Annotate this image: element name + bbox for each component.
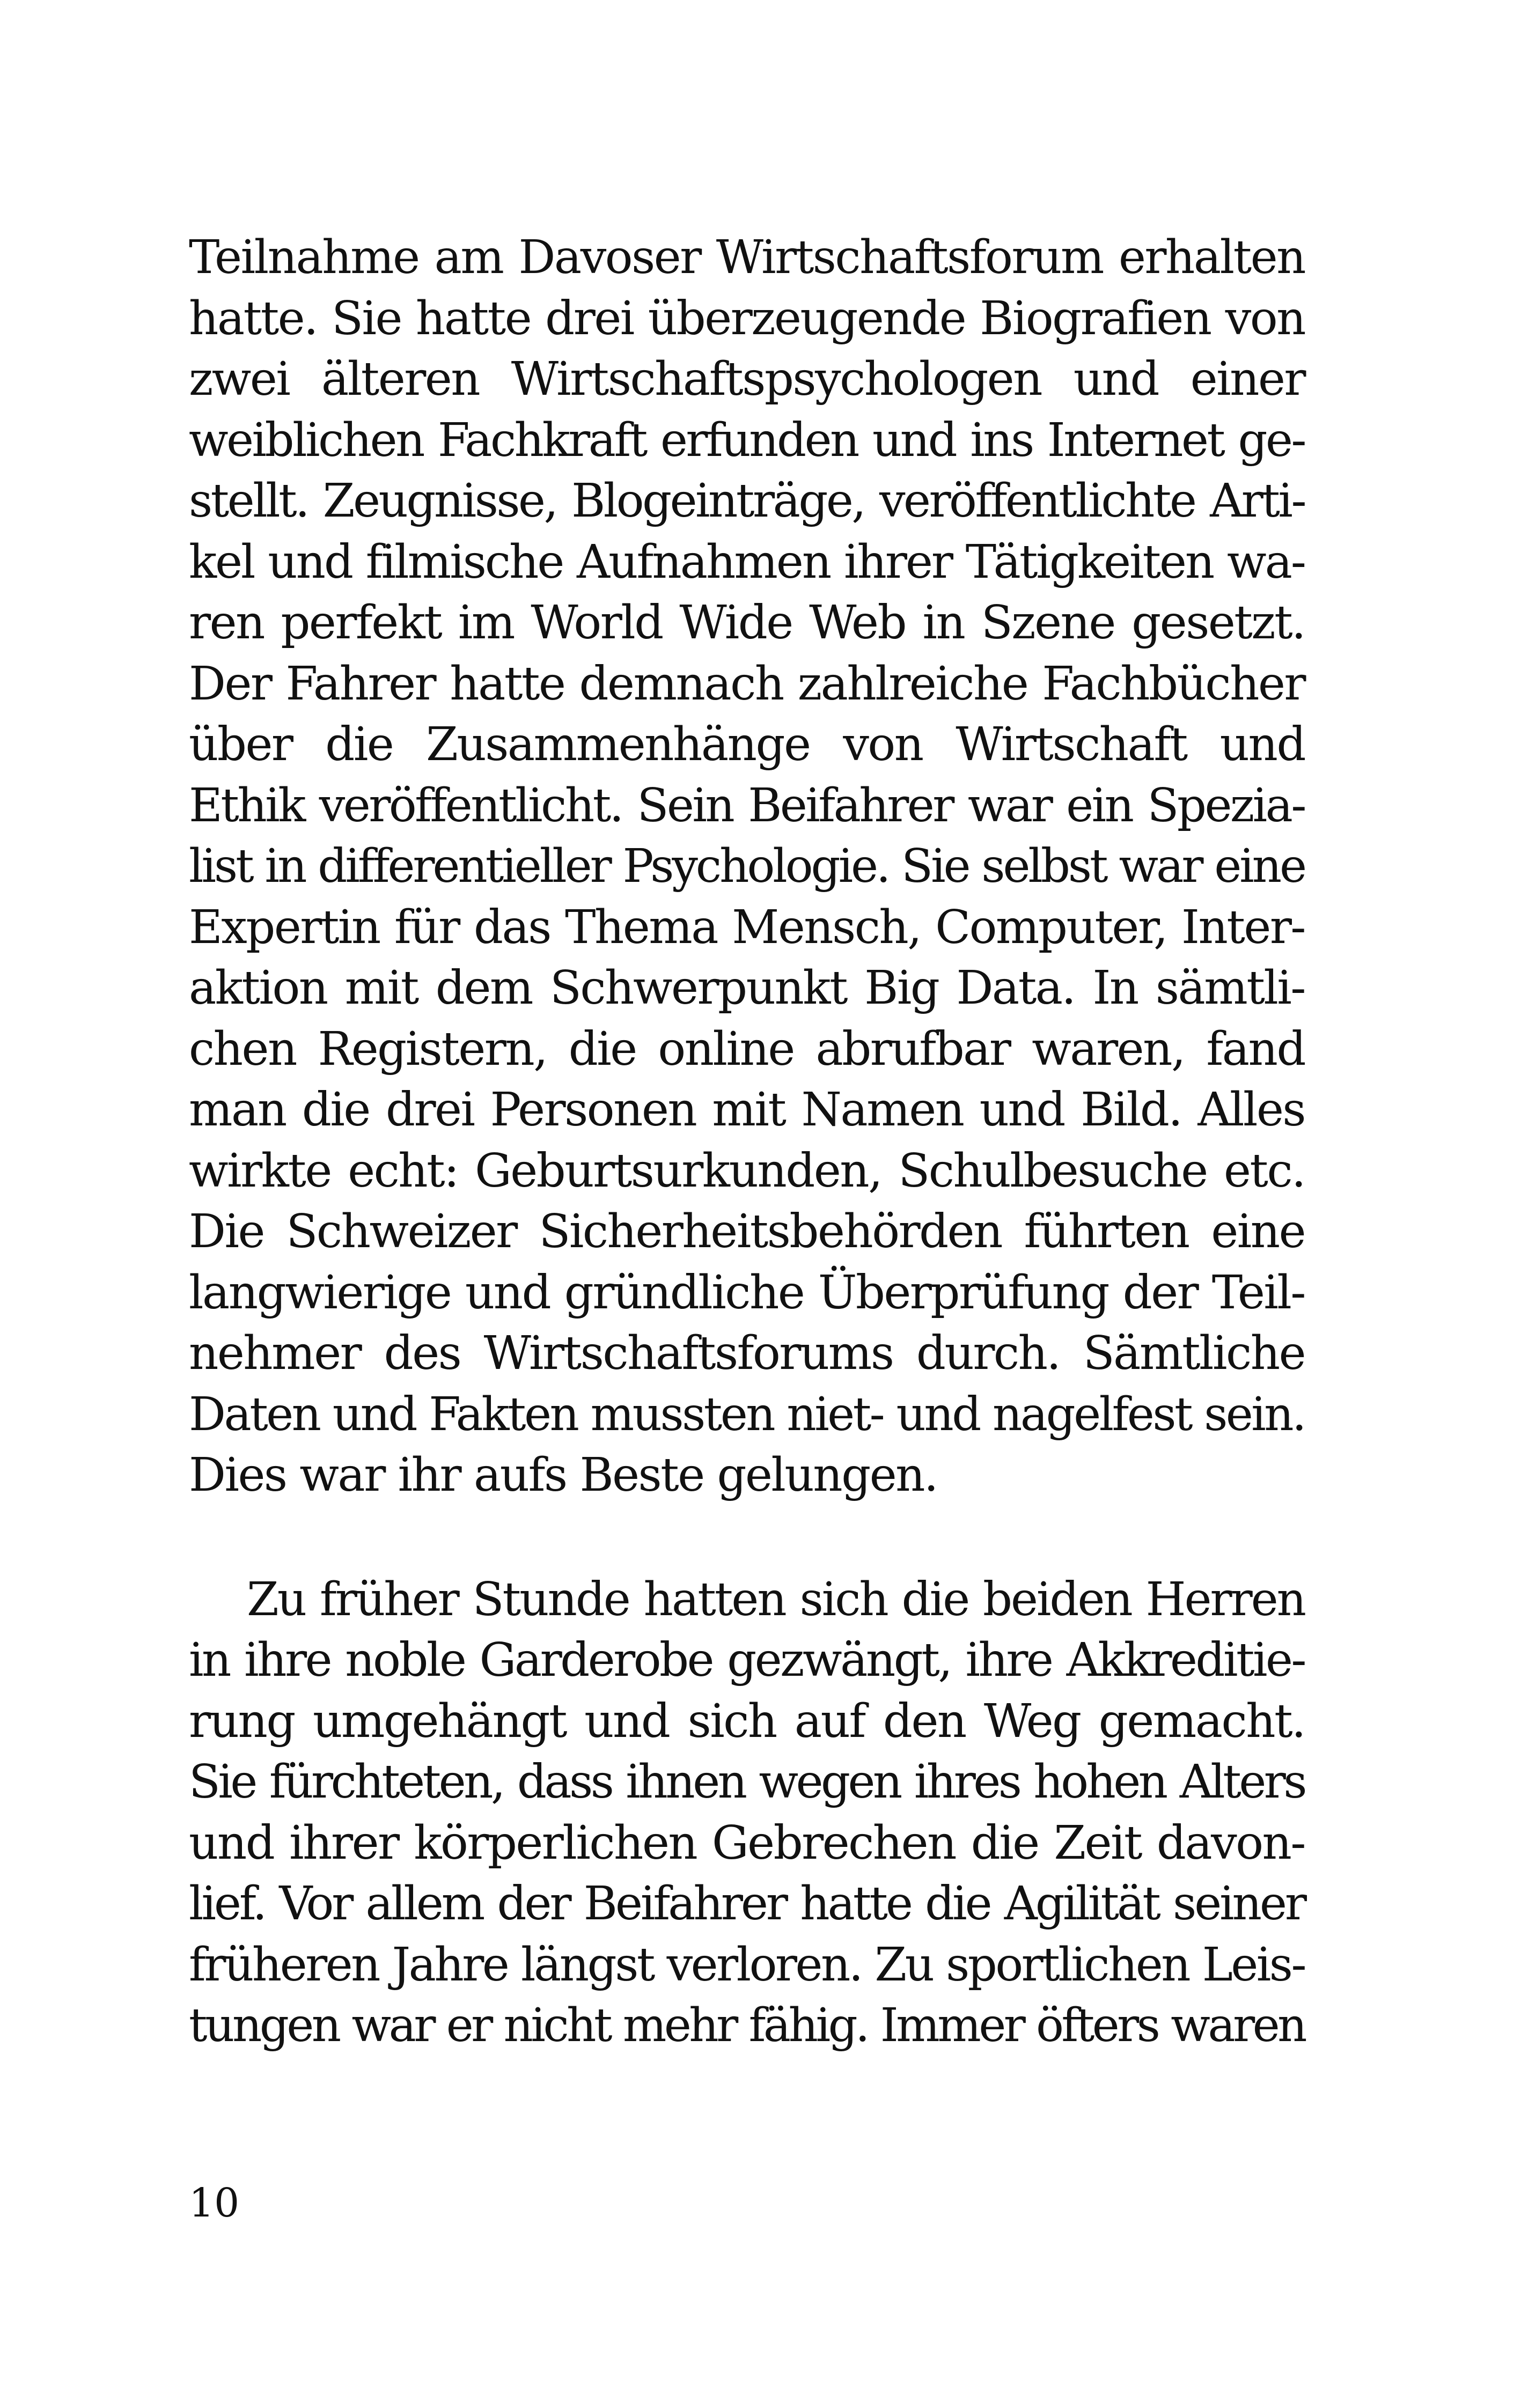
text-line: Teilnahme am Davoser Wirtschaftsforum erhalten xyxy=(189,231,1305,284)
text-line: früheren Jahre längst verloren. Zu sportlichen Leis- xyxy=(189,1938,1305,1992)
text-line: wirkte echt: Geburtsurkunden, Schulbesuche etc. xyxy=(189,1144,1305,1198)
text-line: Dies war ihr aufs Beste gelungen. xyxy=(189,1448,937,1502)
text-line: Der Fahrer hatte demnach zahlreiche Fachbücher xyxy=(189,657,1305,711)
text-line: list in differentieller Psychologie. Sie selbst war eine xyxy=(189,840,1305,893)
text-line: weiblichen Fachkraft erfunden und ins Internet ge- xyxy=(189,413,1305,467)
text-line: man die drei Personen mit Namen und Bild. Alles xyxy=(189,1083,1305,1137)
text-line: Daten und Fakten mussten niet- und nagelfest sein. xyxy=(189,1387,1305,1441)
text-line: aktion mit dem Schwerpunkt Big Data. In sämtli- xyxy=(189,961,1305,1015)
text-line: stellt. Zeugnisse, Blogeinträge, veröffentlichte Arti- xyxy=(189,474,1305,528)
text-line: nehmer des Wirtschaftsforums durch. Sämtliche xyxy=(189,1327,1305,1380)
text-line: Sie fürchteten, dass ihnen wegen ihres hohen Alters xyxy=(189,1755,1305,1809)
text-line: in ihre noble Garderobe gezwängt, ihre Akkreditie- xyxy=(189,1633,1305,1687)
text-line: tungen war er nicht mehr fähig. Immer öfters waren xyxy=(189,1999,1305,2052)
text-line: ren perfekt im World Wide Web in Szene gesetzt. xyxy=(189,596,1305,650)
text-line: lief. Vor allem der Beifahrer hatte die Agilität seiner xyxy=(189,1877,1305,1931)
page-number: 10 xyxy=(189,2180,240,2226)
text-line: Zu früher Stunde hatten sich die beiden Herren xyxy=(247,1572,1305,1626)
text-line: Ethik veröffentlicht. Sein Beifahrer war ein Spezia- xyxy=(189,778,1305,833)
text-line: chen Registern, die online abrufbar waren, fand xyxy=(189,1022,1305,1076)
text-line: rung umgehängt und sich auf den Weg gemacht. xyxy=(189,1694,1305,1748)
paragraph-1 xyxy=(189,227,1305,1506)
paragraph-2 xyxy=(189,1570,1305,2057)
text-line: zwei älteren Wirtschaftspsychologen und einer xyxy=(189,352,1305,406)
text-line: und ihrer körperlichen Gebrechen die Zeit davon- xyxy=(189,1816,1305,1870)
text-line: langwierige und gründliche Überprüfung der Teil- xyxy=(189,1265,1305,1320)
text-line: hatte. Sie hatte drei überzeugende Biografien von xyxy=(189,291,1305,345)
body-text xyxy=(189,227,1305,2057)
text-line: über die Zusammenhänge von Wirtschaft und xyxy=(189,718,1305,771)
text-line: Expertin für das Thema Mensch, Computer, Inter- xyxy=(189,900,1305,954)
text-line: kel und filmische Aufnahmen ihrer Tätigkeiten wa- xyxy=(189,535,1305,589)
text-line: Die Schweizer Sicherheitsbehörden führten eine xyxy=(189,1205,1305,1258)
